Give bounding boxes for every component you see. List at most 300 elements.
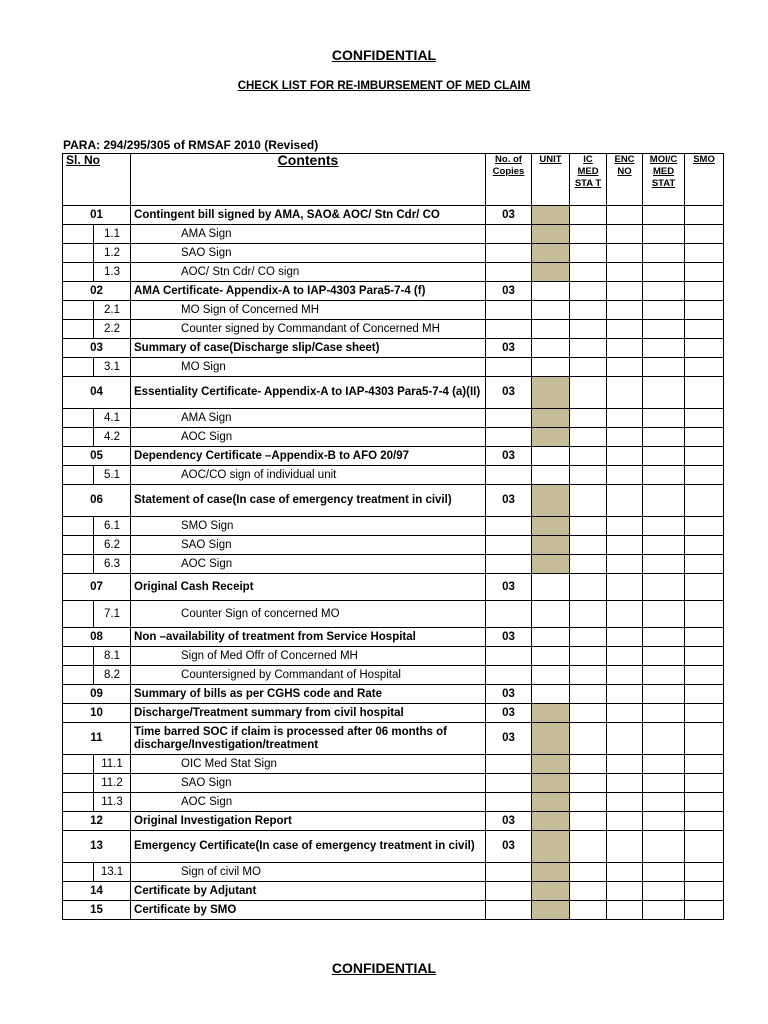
row-ic-med-stat-cell xyxy=(570,377,607,409)
row-unit-cell xyxy=(532,574,570,601)
row-sl-no: 01 xyxy=(63,206,131,225)
row-smo-cell xyxy=(685,377,724,409)
row-ic-med-stat-cell xyxy=(570,320,607,339)
row-smo-cell xyxy=(685,358,724,377)
row-blank-cell xyxy=(63,409,94,428)
row-copies: 03 xyxy=(486,704,532,723)
row-unit-cell xyxy=(532,901,570,920)
row-sub-no: 4.1 xyxy=(94,409,131,428)
row-sl-no: 07 xyxy=(63,574,131,601)
row-sub-no: 1.1 xyxy=(94,225,131,244)
row-ic-med-stat-cell xyxy=(570,244,607,263)
row-enc-no-cell xyxy=(607,206,643,225)
row-ic-med-stat-cell xyxy=(570,282,607,301)
row-enc-no-cell xyxy=(607,428,643,447)
table-row xyxy=(63,555,724,574)
row-unit-cell xyxy=(532,628,570,647)
row-smo-cell xyxy=(685,704,724,723)
row-enc-no-cell xyxy=(607,282,643,301)
row-blank-cell xyxy=(63,601,94,628)
row-moi-c-med-stat-cell xyxy=(643,377,685,409)
row-enc-no-cell xyxy=(607,409,643,428)
row-contents: SAO Sign xyxy=(131,774,486,793)
row-contents: Non –availability of treatment from Service Hospital xyxy=(131,628,486,647)
row-contents: SAO Sign xyxy=(131,244,486,263)
row-moi-c-med-stat-cell xyxy=(643,466,685,485)
table-row xyxy=(63,793,724,812)
row-ic-med-stat-cell xyxy=(570,409,607,428)
row-sl-no: 12 xyxy=(63,812,131,831)
row-sub-no: 11.1 xyxy=(94,755,131,774)
table-row xyxy=(63,755,724,774)
table-row xyxy=(63,628,724,647)
row-enc-no-cell xyxy=(607,263,643,282)
row-unit-cell xyxy=(532,244,570,263)
row-sl-no: 10 xyxy=(63,704,131,723)
row-enc-no-cell xyxy=(607,244,643,263)
table-row xyxy=(63,831,724,863)
row-sl-no: 04 xyxy=(63,377,131,409)
row-ic-med-stat-cell xyxy=(570,466,607,485)
row-moi-c-med-stat-cell xyxy=(643,555,685,574)
row-unit-cell xyxy=(532,882,570,901)
row-smo-cell xyxy=(685,517,724,536)
row-blank-cell xyxy=(63,666,94,685)
row-ic-med-stat-cell xyxy=(570,536,607,555)
row-copies xyxy=(486,863,532,882)
row-contents: MO Sign xyxy=(131,358,486,377)
row-moi-c-med-stat-cell xyxy=(643,704,685,723)
row-moi-c-med-stat-cell xyxy=(643,574,685,601)
table-row xyxy=(63,320,724,339)
row-enc-no-cell xyxy=(607,863,643,882)
row-sl-no: 11 xyxy=(63,723,131,755)
row-moi-c-med-stat-cell xyxy=(643,301,685,320)
row-smo-cell xyxy=(685,755,724,774)
row-blank-cell xyxy=(63,863,94,882)
row-copies xyxy=(486,536,532,555)
row-moi-c-med-stat-cell xyxy=(643,601,685,628)
row-copies xyxy=(486,466,532,485)
row-ic-med-stat-cell xyxy=(570,685,607,704)
row-contents: SMO Sign xyxy=(131,517,486,536)
table-row xyxy=(63,647,724,666)
row-sl-no: 08 xyxy=(63,628,131,647)
row-copies xyxy=(486,901,532,920)
row-contents: Summary of case(Discharge slip/Case sheet) xyxy=(131,339,486,358)
row-blank-cell xyxy=(63,793,94,812)
table-row xyxy=(63,601,724,628)
table-row xyxy=(63,225,724,244)
row-enc-no-cell xyxy=(607,555,643,574)
row-sub-no: 5.1 xyxy=(94,466,131,485)
row-contents: Discharge/Treatment summary from civil hospital xyxy=(131,704,486,723)
row-sub-no: 8.1 xyxy=(94,647,131,666)
row-blank-cell xyxy=(63,536,94,555)
row-ic-med-stat-cell xyxy=(570,882,607,901)
row-enc-no-cell xyxy=(607,831,643,863)
row-enc-no-cell xyxy=(607,377,643,409)
row-copies xyxy=(486,320,532,339)
col-header-contents: Contents xyxy=(131,154,486,206)
row-smo-cell xyxy=(685,666,724,685)
row-sl-no: 09 xyxy=(63,685,131,704)
row-contents: Dependency Certificate –Appendix-B to AFO 20/97 xyxy=(131,447,486,466)
table-row xyxy=(63,574,724,601)
row-ic-med-stat-cell xyxy=(570,901,607,920)
row-blank-cell xyxy=(63,225,94,244)
row-moi-c-med-stat-cell xyxy=(643,428,685,447)
row-copies xyxy=(486,882,532,901)
row-ic-med-stat-cell xyxy=(570,831,607,863)
row-ic-med-stat-cell xyxy=(570,263,607,282)
row-unit-cell xyxy=(532,428,570,447)
row-smo-cell xyxy=(685,301,724,320)
row-unit-cell xyxy=(532,339,570,358)
table-header-row xyxy=(63,154,724,206)
row-unit-cell xyxy=(532,206,570,225)
row-copies xyxy=(486,774,532,793)
row-contents: AMA Certificate- Appendix-A to IAP-4303 Para5-7-4 (f) xyxy=(131,282,486,301)
row-smo-cell xyxy=(685,628,724,647)
row-sl-no: 02 xyxy=(63,282,131,301)
row-enc-no-cell xyxy=(607,628,643,647)
row-blank-cell xyxy=(63,517,94,536)
table-row xyxy=(63,206,724,225)
row-moi-c-med-stat-cell xyxy=(643,320,685,339)
row-smo-cell xyxy=(685,774,724,793)
row-moi-c-med-stat-cell xyxy=(643,282,685,301)
row-moi-c-med-stat-cell xyxy=(643,517,685,536)
row-ic-med-stat-cell xyxy=(570,517,607,536)
row-contents: AOC/CO sign of individual unit xyxy=(131,466,486,485)
row-enc-no-cell xyxy=(607,812,643,831)
row-unit-cell xyxy=(532,831,570,863)
row-moi-c-med-stat-cell xyxy=(643,206,685,225)
table-row xyxy=(63,263,724,282)
row-smo-cell xyxy=(685,685,724,704)
row-copies: 03 xyxy=(486,206,532,225)
checklist-table xyxy=(62,153,724,920)
table-body xyxy=(63,206,724,920)
row-sub-no: 6.2 xyxy=(94,536,131,555)
row-smo-cell xyxy=(685,863,724,882)
row-unit-cell xyxy=(532,685,570,704)
confidential-header: CONFIDENTIAL xyxy=(331,47,437,63)
row-moi-c-med-stat-cell xyxy=(643,901,685,920)
row-unit-cell xyxy=(532,601,570,628)
row-sub-no: 6.1 xyxy=(94,517,131,536)
row-copies xyxy=(486,601,532,628)
row-ic-med-stat-cell xyxy=(570,574,607,601)
col-header-moi-c-med-stat: MOI/C MED STAT xyxy=(643,154,685,206)
row-smo-cell xyxy=(685,536,724,555)
row-ic-med-stat-cell xyxy=(570,485,607,517)
row-smo-cell xyxy=(685,339,724,358)
row-smo-cell xyxy=(685,647,724,666)
row-unit-cell xyxy=(532,555,570,574)
row-copies xyxy=(486,793,532,812)
row-smo-cell xyxy=(685,555,724,574)
row-moi-c-med-stat-cell xyxy=(643,485,685,517)
table-row xyxy=(63,377,724,409)
table-row xyxy=(63,536,724,555)
row-sub-no: 7.1 xyxy=(94,601,131,628)
row-unit-cell xyxy=(532,755,570,774)
row-sub-no: 1.3 xyxy=(94,263,131,282)
row-contents: Certificate by SMO xyxy=(131,901,486,920)
row-contents: Sign of civil MO xyxy=(131,863,486,882)
document-title: CHECK LIST FOR RE-IMBURSEMENT OF MED CLAIM xyxy=(237,80,531,92)
row-sub-no: 6.3 xyxy=(94,555,131,574)
row-unit-cell xyxy=(532,704,570,723)
row-copies: 03 xyxy=(486,282,532,301)
row-contents: Time barred SOC if claim is processed after 06 months of discharge/Investigation/treatment xyxy=(131,723,486,755)
row-unit-cell xyxy=(532,723,570,755)
row-enc-no-cell xyxy=(607,339,643,358)
table-row xyxy=(63,517,724,536)
row-sl-no: 06 xyxy=(63,485,131,517)
row-moi-c-med-stat-cell xyxy=(643,244,685,263)
row-enc-no-cell xyxy=(607,704,643,723)
row-enc-no-cell xyxy=(607,447,643,466)
row-moi-c-med-stat-cell xyxy=(643,225,685,244)
row-sl-no: 03 xyxy=(63,339,131,358)
row-ic-med-stat-cell xyxy=(570,225,607,244)
row-contents: Counter Sign of concerned MO xyxy=(131,601,486,628)
row-contents: MO Sign of Concerned MH xyxy=(131,301,486,320)
col-header-copies: No. of Copies xyxy=(486,154,532,206)
row-smo-cell xyxy=(685,282,724,301)
row-unit-cell xyxy=(532,301,570,320)
row-copies xyxy=(486,666,532,685)
row-ic-med-stat-cell xyxy=(570,863,607,882)
row-ic-med-stat-cell xyxy=(570,206,607,225)
table-row xyxy=(63,666,724,685)
row-moi-c-med-stat-cell xyxy=(643,774,685,793)
row-sub-no: 4.2 xyxy=(94,428,131,447)
row-contents: Sign of Med Offr of Concerned MH xyxy=(131,647,486,666)
row-moi-c-med-stat-cell xyxy=(643,647,685,666)
table-row xyxy=(63,882,724,901)
row-unit-cell xyxy=(532,225,570,244)
row-enc-no-cell xyxy=(607,225,643,244)
row-ic-med-stat-cell xyxy=(570,628,607,647)
table-row xyxy=(63,428,724,447)
row-unit-cell xyxy=(532,517,570,536)
col-header-smo: SMO xyxy=(685,154,724,206)
row-unit-cell xyxy=(532,263,570,282)
row-unit-cell xyxy=(532,793,570,812)
row-unit-cell xyxy=(532,358,570,377)
row-ic-med-stat-cell xyxy=(570,793,607,812)
row-unit-cell xyxy=(532,377,570,409)
row-unit-cell xyxy=(532,666,570,685)
row-blank-cell xyxy=(63,263,94,282)
row-smo-cell xyxy=(685,831,724,863)
row-enc-no-cell xyxy=(607,536,643,555)
row-contents: SAO Sign xyxy=(131,536,486,555)
row-sl-no: 13 xyxy=(63,831,131,863)
table-row xyxy=(63,704,724,723)
row-sub-no: 8.2 xyxy=(94,666,131,685)
row-ic-med-stat-cell xyxy=(570,301,607,320)
row-moi-c-med-stat-cell xyxy=(643,793,685,812)
row-contents: Summary of bills as per CGHS code and Rate xyxy=(131,685,486,704)
table-row xyxy=(63,358,724,377)
confidential-footer: CONFIDENTIAL xyxy=(331,960,437,976)
table-row xyxy=(63,244,724,263)
row-contents: Statement of case(In case of emergency treatment in civil) xyxy=(131,485,486,517)
row-smo-cell xyxy=(685,244,724,263)
col-header-sl-no: Sl. No xyxy=(63,154,131,206)
row-contents: Emergency Certificate(In case of emergency treatment in civil) xyxy=(131,831,486,863)
row-moi-c-med-stat-cell xyxy=(643,536,685,555)
row-copies: 03 xyxy=(486,723,532,755)
row-moi-c-med-stat-cell xyxy=(643,409,685,428)
row-sub-no: 11.2 xyxy=(94,774,131,793)
row-contents: Contingent bill signed by AMA, SAO& AOC/ Stn Cdr/ CO xyxy=(131,206,486,225)
row-smo-cell xyxy=(685,447,724,466)
row-enc-no-cell xyxy=(607,301,643,320)
row-enc-no-cell xyxy=(607,601,643,628)
row-smo-cell xyxy=(685,793,724,812)
row-moi-c-med-stat-cell xyxy=(643,339,685,358)
row-contents: AOC/ Stn Cdr/ CO sign xyxy=(131,263,486,282)
table-row xyxy=(63,485,724,517)
row-blank-cell xyxy=(63,774,94,793)
row-smo-cell xyxy=(685,320,724,339)
row-contents: Original Cash Receipt xyxy=(131,574,486,601)
table-row xyxy=(63,812,724,831)
row-enc-no-cell xyxy=(607,320,643,339)
row-enc-no-cell xyxy=(607,358,643,377)
row-blank-cell xyxy=(63,647,94,666)
row-sl-no: 14 xyxy=(63,882,131,901)
row-contents: AOC Sign xyxy=(131,793,486,812)
row-unit-cell xyxy=(532,647,570,666)
row-blank-cell xyxy=(63,755,94,774)
row-unit-cell xyxy=(532,282,570,301)
table-row xyxy=(63,723,724,755)
row-unit-cell xyxy=(532,320,570,339)
row-copies xyxy=(486,301,532,320)
row-unit-cell xyxy=(532,774,570,793)
row-contents: Essentiality Certificate- Appendix-A to IAP-4303 Para5-7-4 (a)(II) xyxy=(131,377,486,409)
row-ic-med-stat-cell xyxy=(570,666,607,685)
row-ic-med-stat-cell xyxy=(570,812,607,831)
row-moi-c-med-stat-cell xyxy=(643,263,685,282)
row-copies: 03 xyxy=(486,812,532,831)
row-contents: AMA Sign xyxy=(131,409,486,428)
row-moi-c-med-stat-cell xyxy=(643,831,685,863)
row-smo-cell xyxy=(685,574,724,601)
row-smo-cell xyxy=(685,812,724,831)
row-copies: 03 xyxy=(486,447,532,466)
row-contents: AMA Sign xyxy=(131,225,486,244)
row-blank-cell xyxy=(63,428,94,447)
row-sub-no: 1.2 xyxy=(94,244,131,263)
para-reference: PARA: 294/295/305 of RMSAF 2010 (Revised) xyxy=(63,138,319,152)
row-enc-no-cell xyxy=(607,774,643,793)
row-smo-cell xyxy=(685,723,724,755)
col-header-unit: UNIT xyxy=(532,154,570,206)
row-copies xyxy=(486,358,532,377)
row-sl-no: 05 xyxy=(63,447,131,466)
row-copies: 03 xyxy=(486,685,532,704)
row-smo-cell xyxy=(685,263,724,282)
row-enc-no-cell xyxy=(607,666,643,685)
row-copies xyxy=(486,517,532,536)
row-smo-cell xyxy=(685,882,724,901)
row-unit-cell xyxy=(532,447,570,466)
table-row xyxy=(63,685,724,704)
row-ic-med-stat-cell xyxy=(570,358,607,377)
row-moi-c-med-stat-cell xyxy=(643,755,685,774)
row-smo-cell xyxy=(685,485,724,517)
row-copies xyxy=(486,428,532,447)
row-contents: OIC Med Stat Sign xyxy=(131,755,486,774)
row-enc-no-cell xyxy=(607,466,643,485)
row-sub-no: 11.3 xyxy=(94,793,131,812)
row-blank-cell xyxy=(63,555,94,574)
row-enc-no-cell xyxy=(607,685,643,704)
row-enc-no-cell xyxy=(607,647,643,666)
row-copies: 03 xyxy=(486,628,532,647)
row-enc-no-cell xyxy=(607,882,643,901)
row-moi-c-med-stat-cell xyxy=(643,812,685,831)
row-enc-no-cell xyxy=(607,901,643,920)
row-unit-cell xyxy=(532,863,570,882)
row-ic-med-stat-cell xyxy=(570,647,607,666)
row-blank-cell xyxy=(63,301,94,320)
row-enc-no-cell xyxy=(607,793,643,812)
row-unit-cell xyxy=(532,485,570,517)
row-enc-no-cell xyxy=(607,574,643,601)
row-contents: Counter signed by Commandant of Concerned MH xyxy=(131,320,486,339)
row-enc-no-cell xyxy=(607,755,643,774)
row-copies xyxy=(486,244,532,263)
row-ic-med-stat-cell xyxy=(570,447,607,466)
row-smo-cell xyxy=(685,466,724,485)
row-copies xyxy=(486,263,532,282)
row-copies: 03 xyxy=(486,339,532,358)
row-copies xyxy=(486,755,532,774)
row-copies: 03 xyxy=(486,377,532,409)
row-copies xyxy=(486,409,532,428)
row-moi-c-med-stat-cell xyxy=(643,628,685,647)
row-enc-no-cell xyxy=(607,485,643,517)
row-moi-c-med-stat-cell xyxy=(643,666,685,685)
row-moi-c-med-stat-cell xyxy=(643,358,685,377)
row-smo-cell xyxy=(685,601,724,628)
row-blank-cell xyxy=(63,244,94,263)
table-row xyxy=(63,774,724,793)
row-contents: AOC Sign xyxy=(131,428,486,447)
row-moi-c-med-stat-cell xyxy=(643,685,685,704)
table-row xyxy=(63,282,724,301)
row-ic-med-stat-cell xyxy=(570,339,607,358)
row-contents: Countersigned by Commandant of Hospital xyxy=(131,666,486,685)
row-sub-no: 3.1 xyxy=(94,358,131,377)
row-enc-no-cell xyxy=(607,723,643,755)
row-ic-med-stat-cell xyxy=(570,704,607,723)
row-smo-cell xyxy=(685,225,724,244)
row-ic-med-stat-cell xyxy=(570,774,607,793)
row-unit-cell xyxy=(532,812,570,831)
row-blank-cell xyxy=(63,320,94,339)
row-copies xyxy=(486,647,532,666)
